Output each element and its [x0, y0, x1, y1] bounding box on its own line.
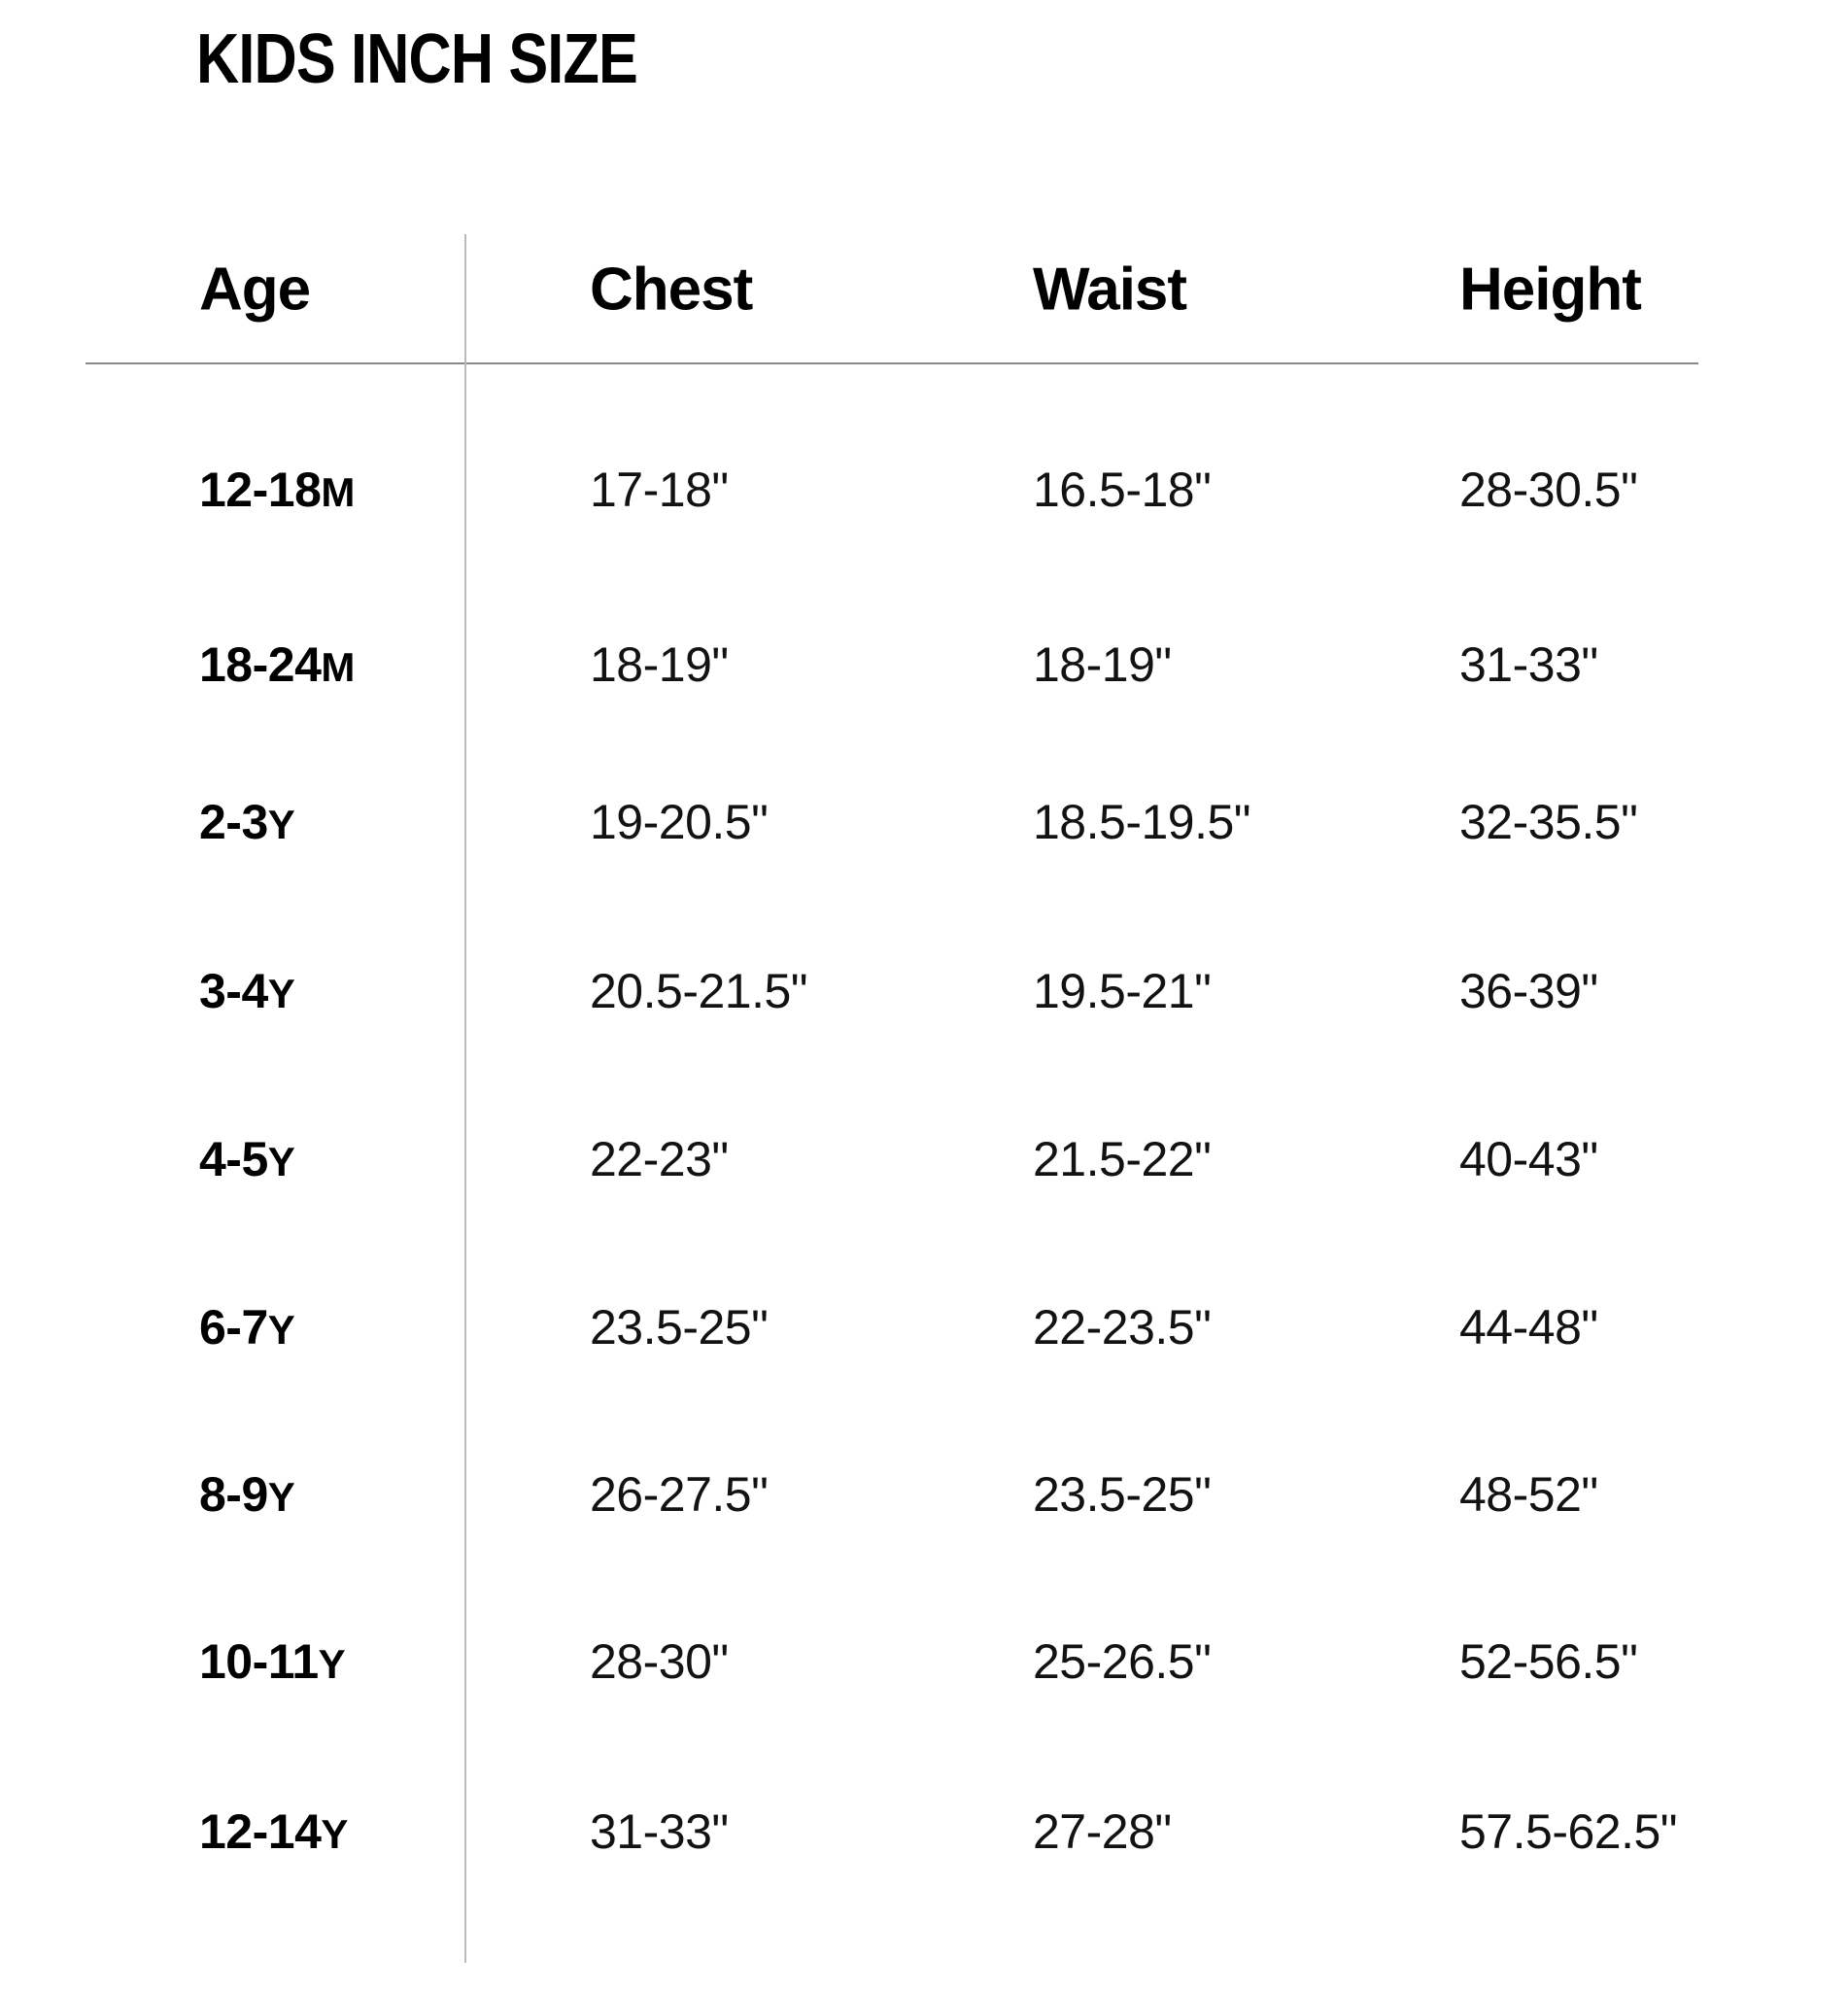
age-range: 6-7: [199, 1300, 268, 1355]
age-range: 3-4: [199, 964, 268, 1018]
height-value: 48-52": [1459, 1467, 1598, 1522]
waist-value: 22-23.5": [1033, 1300, 1212, 1355]
age-range: 18-24: [199, 637, 322, 692]
column-header-height: Height: [1459, 256, 1641, 324]
row-label-age: [199, 1633, 345, 1690]
page-title: KIDS INCH SIZE: [196, 20, 637, 98]
age-range: 4-5: [199, 1132, 268, 1186]
chest-value: 31-33": [590, 1804, 729, 1859]
age-column-divider-line: [464, 234, 466, 1963]
age-unit: Y: [267, 802, 295, 847]
age-unit: Y: [267, 971, 295, 1016]
waist-value: 18-19": [1033, 637, 1172, 692]
chest-value: 28-30": [590, 1634, 729, 1689]
age-range: 10-11: [199, 1634, 319, 1689]
row-label-age: [199, 1131, 294, 1187]
age-unit: Y: [267, 1474, 295, 1520]
height-value: 40-43": [1459, 1132, 1598, 1186]
age-range: 8-9: [199, 1467, 268, 1522]
column-header-chest: Chest: [590, 256, 753, 324]
row-label-age: [199, 636, 355, 693]
age-unit: Y: [267, 1139, 295, 1184]
header-divider-line: [86, 362, 1698, 364]
age-unit: Y: [267, 1307, 295, 1353]
chest-value: 23.5-25": [590, 1300, 769, 1355]
age-unit: M: [321, 469, 355, 515]
height-value: 36-39": [1459, 964, 1598, 1018]
waist-value: 19.5-21": [1033, 964, 1212, 1018]
chest-value: 18-19": [590, 637, 729, 692]
waist-value: 23.5-25": [1033, 1467, 1212, 1522]
chest-value: 17-18": [590, 463, 729, 517]
waist-value: 25-26.5": [1033, 1634, 1212, 1689]
row-label-age: [199, 1466, 294, 1523]
age-range: 12-14: [199, 1804, 322, 1859]
row-label-age: [199, 794, 294, 850]
row-label-age: [199, 462, 355, 518]
waist-value: 21.5-22": [1033, 1132, 1212, 1186]
height-value: 52-56.5": [1459, 1634, 1638, 1689]
chest-value: 22-23": [590, 1132, 729, 1186]
chest-value: 20.5-21.5": [590, 964, 808, 1018]
chest-value: 26-27.5": [590, 1467, 769, 1522]
age-range: 2-3: [199, 795, 268, 849]
column-header-age: Age: [199, 256, 311, 324]
height-value: 28-30.5": [1459, 463, 1638, 517]
height-value: 44-48": [1459, 1300, 1598, 1355]
row-label-age: [199, 1299, 294, 1355]
age-range: 12-18: [199, 463, 322, 517]
waist-value: 16.5-18": [1033, 463, 1212, 517]
height-value: 31-33": [1459, 637, 1598, 692]
age-unit: M: [321, 644, 355, 690]
column-header-waist: Waist: [1033, 256, 1187, 324]
chest-value: 19-20.5": [590, 795, 769, 849]
height-value: 32-35.5": [1459, 795, 1638, 849]
waist-value: 27-28": [1033, 1804, 1172, 1859]
row-label-age: [199, 963, 294, 1019]
row-label-age: [199, 1803, 348, 1860]
height-value: 57.5-62.5": [1459, 1804, 1678, 1859]
waist-value: 18.5-19.5": [1033, 795, 1251, 849]
age-unit: Y: [321, 1811, 348, 1857]
age-unit: Y: [318, 1641, 346, 1687]
